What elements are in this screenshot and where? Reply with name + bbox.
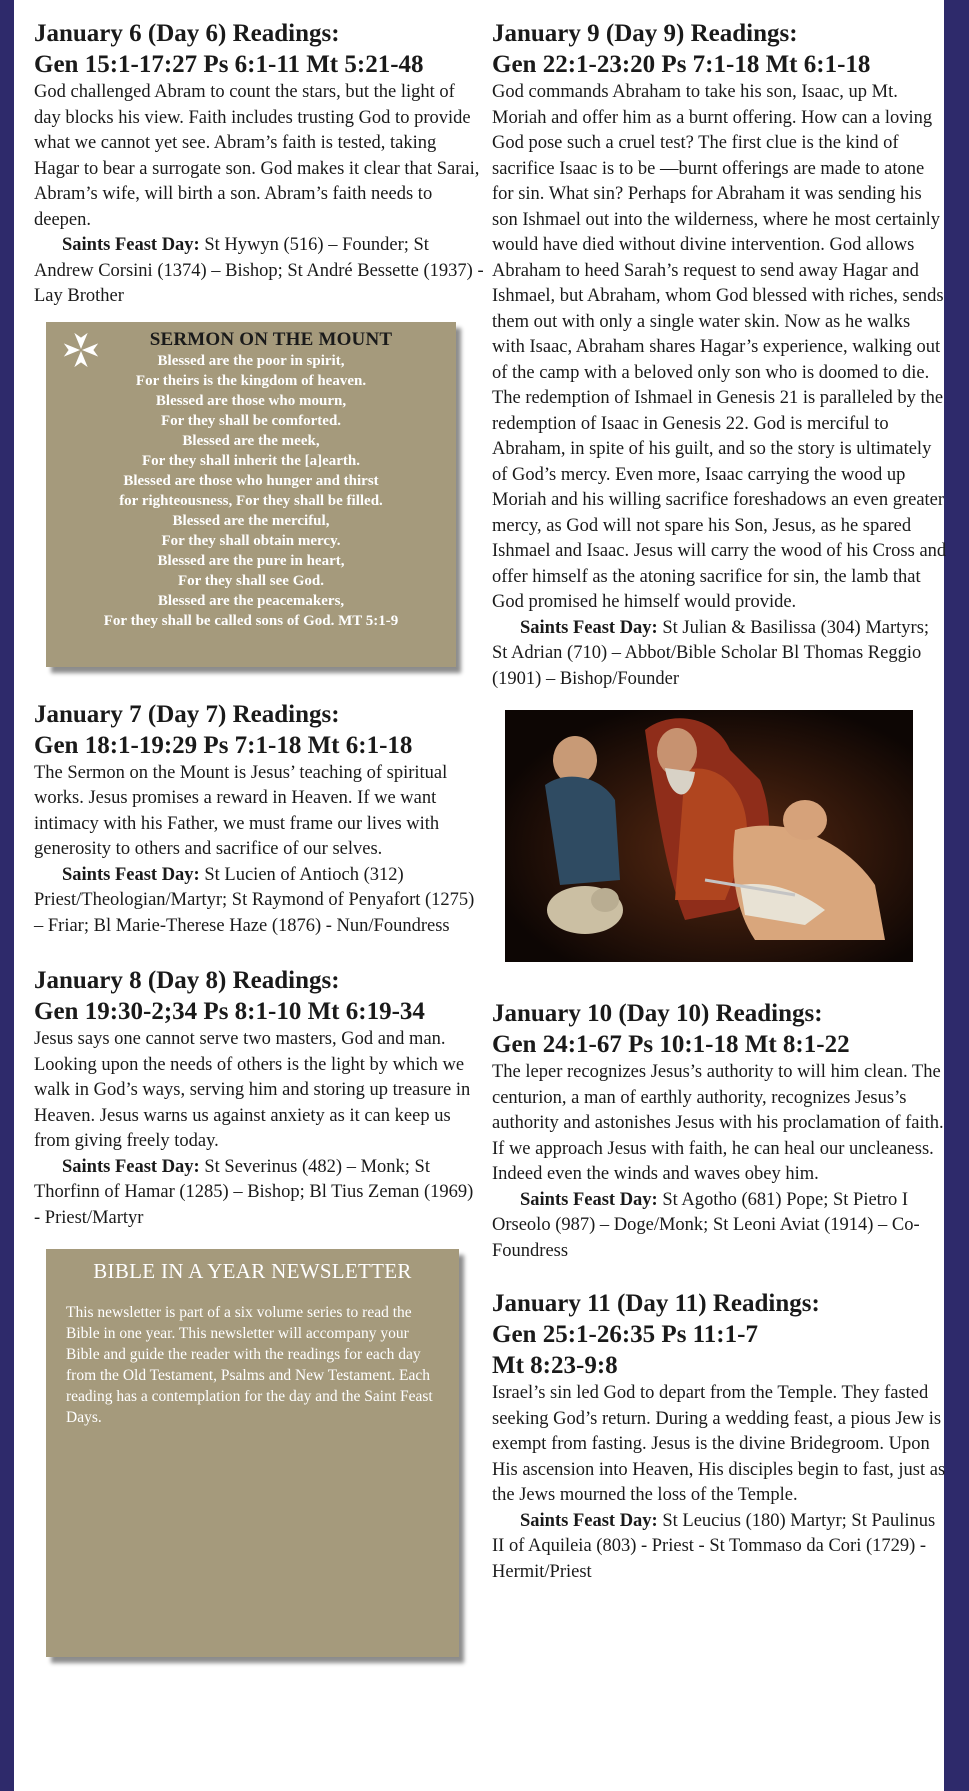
day9-title: January 9 (Day 9) Readings: — [492, 20, 798, 47]
saints-text: St Severinus (482) – Monk; St Thorfinn of Hamar (1285) – Bishop; Bl Tius Zeman (1969) - Priest/Martyr — [34, 1156, 474, 1228]
day11-readings-continued: Mt 8:23-9:8 — [492, 1352, 618, 1379]
saints-text: St Leucius (180) Martyr; St Paulinus II of Aquileia (803) - Priest - St Tommaso da Cori (1729) - Hermit/Priest — [492, 1510, 936, 1582]
sermon-line: Blessed are the peacemakers, — [157, 592, 345, 609]
saints-label: Saints Feast Day: — [520, 617, 658, 638]
day11-text: Israel’s sin led God to depart from the Temple. They fasted seeking God’s return. During a wedding feast, a pious Jew is exempt from fasting. Jesus is the divine Bridegroom. Upon His ascension into Heaven, His disciples begin to fast, just as the Jews mourned the loss of the Temple. — [492, 1383, 946, 1505]
day11-title: January 11 (Day 11) Readings: — [492, 1290, 820, 1317]
sermon-line: Blessed are the meek, — [182, 432, 320, 449]
day6-title: January 6 (Day 6) Readings: — [34, 20, 340, 47]
day11-saints — [492, 1509, 947, 1586]
sermon-line: Blessed are the merciful, — [172, 512, 330, 529]
sermon-line: For they shall obtain mercy. — [161, 532, 341, 549]
day9-saints — [492, 616, 947, 693]
saints-label: Saints Feast Day: — [62, 864, 200, 885]
right-column — [492, 18, 947, 1585]
day8-text: Jesus says one cannot serve two masters, God and man. Looking upon the needs of others is the light by which we walk in God’s ways, serving him and storing up treasure in Heaven. Jesus warns us against anxiety as it can keep us from giving freely today. — [34, 1029, 471, 1151]
saints-text: St Hywyn (516) – Founder; St Andrew Corsini (1374) – Bishop; St André Bessette (1937) - Lay Brother — [34, 235, 484, 306]
sermon-on-the-mount-box — [46, 322, 456, 667]
saints-text: St Lucien of Antioch (312) Priest/Theologian/Martyr; St Raymond of Penyafort (1275) – Friar; Bl Marie-Therese Haze (1876) - Nun/Foundress — [34, 864, 475, 936]
day8-section — [34, 965, 484, 1231]
saints-label: Saints Feast Day: — [62, 1156, 200, 1177]
day11-section — [492, 1288, 947, 1585]
day7-section — [34, 699, 484, 940]
day6-text: God challenged Abram to count the stars, but the light of day blocks his view. Faith includes trusting God to provide what we cannot yet see. Abram’s faith is tested, taking Hagar to bear a surrogate son. God makes it clear that Sarai, Abram’s wife, will birth a son. Abram’s faith needs to deepen. — [34, 82, 480, 230]
day10-text: The leper recognizes Jesus’s authority to will him clean. The centurion, a man of earthly authority, recognizes Jesus’s authority and astonishes Jesus with his proclamation of faith. If we approach Jesus with faith, he can heal our uncleaness. Indeed even the winds and waves obey him. — [492, 1062, 944, 1184]
day10-readings: Gen 24:1-67 Ps 10:1-18 Mt 8:1-22 — [492, 1031, 850, 1058]
newsletter-title: BIBLE IN A YEAR NEWSLETTER — [93, 1259, 412, 1283]
day10-saints — [492, 1188, 947, 1265]
day8-saints — [34, 1155, 484, 1232]
saints-label: Saints Feast Day: — [62, 235, 200, 255]
sermon-line: Blessed are those who hunger and thirst — [123, 472, 379, 489]
saints-text: St Julian & Basilissa (304) Martyrs; St Adrian (710) – Abbot/Bible Scholar Bl Thomas Reggio (1901) – Bishop/Founder — [492, 617, 930, 689]
painting-image — [505, 710, 913, 962]
sacrifice-of-isaac-painting — [505, 710, 913, 962]
day7-saints — [34, 863, 484, 940]
day8-readings: Gen 19:30-2;34 Ps 8:1-10 Mt 6:19-34 — [34, 998, 425, 1025]
sermon-line: For they shall be comforted. — [160, 412, 342, 429]
newsletter-description: This newsletter is part of a six volume series to read the Bible in one year. This newsletter will accompany your Bible and guide the reader with the readings for each day from the Old Testament, Psalms and New Testament. Each reading has a contemplation for the day and the Saint Feast Days. — [66, 1304, 433, 1426]
sermon-lines — [46, 351, 456, 631]
day9-text: God commands Abraham to take his son, Isaac, up Mt. Moriah and offer him as a burnt offering. How can a loving God pose such a cruel test? The first clue is the kind of sacrifice Isaac is to be —burnt offerings are made to atone for sin. What sin? Perhaps for Abraham it was sending his son Ishmael out into the wilderness, where he most certainly would have died without divine intervention. God allows Abraham to heed Sarah’s request to send away Hagar and Ishmael, but Abraham, whom God blessed with riches, sends them out with only a single water skin. Now as he walks with Isaac, Abraham shares Hagar’s experience, walking out of the camp with a beloved only son who is doomed to die. The redemption of Ishmael in Genesis 21 is paralleled by the redemption of Isaac in Genesis 22. God is merciful to Abraham, in spite of his guilt, and so the story is ultimately of God’s mercy. Even more, Isaac carrying the wood up Moriah and his willing sacrifice foreshadows an even greater mercy, as God will not spare his Son, Jesus, as he spared Ishmael and Isaac. Jesus will carry the wood of his Cross and offer himself as the atoning sacrifice for sin, the lamb that God promised he himself would provide. — [492, 82, 947, 612]
newsletter-info-box — [46, 1249, 459, 1657]
day6-saints — [34, 233, 484, 310]
sermon-line: for righteousness, For they shall be filled. — [119, 492, 383, 509]
newsletter-page — [14, 0, 947, 1791]
sermon-line: Blessed are the pure in heart, — [157, 552, 345, 569]
sermon-line: For theirs is the kingdom of heaven. — [135, 372, 367, 389]
sermon-title: SERMON ON THE MOUNT — [149, 328, 393, 350]
day8-title: January 8 (Day 8) Readings: — [34, 967, 340, 994]
day11-readings: Gen 25:1-26:35 Ps 11:1-7 — [492, 1321, 758, 1348]
day6-section — [34, 18, 484, 310]
left-column — [34, 18, 484, 1657]
day7-title: January 7 (Day 7) Readings: — [34, 700, 340, 728]
day7-readings: Gen 18:1-19:29 Ps 7:1-18 Mt 6:1-18 — [34, 731, 413, 759]
day10-section — [492, 998, 947, 1264]
saints-text: St Agotho (681) Pope; St Pietro I Orseolo (987) – Doge/Monk; St Leoni Aviat (1914) – Co-Foundress — [492, 1189, 920, 1261]
day7-text: The Sermon on the Mount is Jesus’ teaching of spiritual works. Jesus promises a reward in Heaven. If we want intimacy with his Father, we must frame our lives with generosity to others and sacrifice of our selves. — [34, 762, 448, 859]
sermon-line: For they shall see God. — [178, 572, 324, 589]
saints-label: Saints Feast Day: — [520, 1189, 658, 1210]
day6-readings: Gen 15:1-17:27 Ps 6:1-11 Mt 5:21-48 — [34, 51, 424, 78]
sermon-line: For they shall be called sons of God. MT 5:1-9 — [103, 612, 399, 629]
day10-title: January 10 (Day 10) Readings: — [492, 1000, 823, 1027]
saints-label: Saints Feast Day: — [520, 1510, 658, 1531]
sermon-line: For they shall inherit the [a]earth. — [141, 452, 361, 469]
sermon-line: Blessed are those who mourn, — [155, 392, 347, 409]
sermon-line: Blessed are the poor in spirit, — [157, 352, 345, 369]
day9-section — [492, 18, 947, 692]
day9-readings: Gen 22:1-23:20 Ps 7:1-18 Mt 6:1-18 — [492, 51, 871, 78]
